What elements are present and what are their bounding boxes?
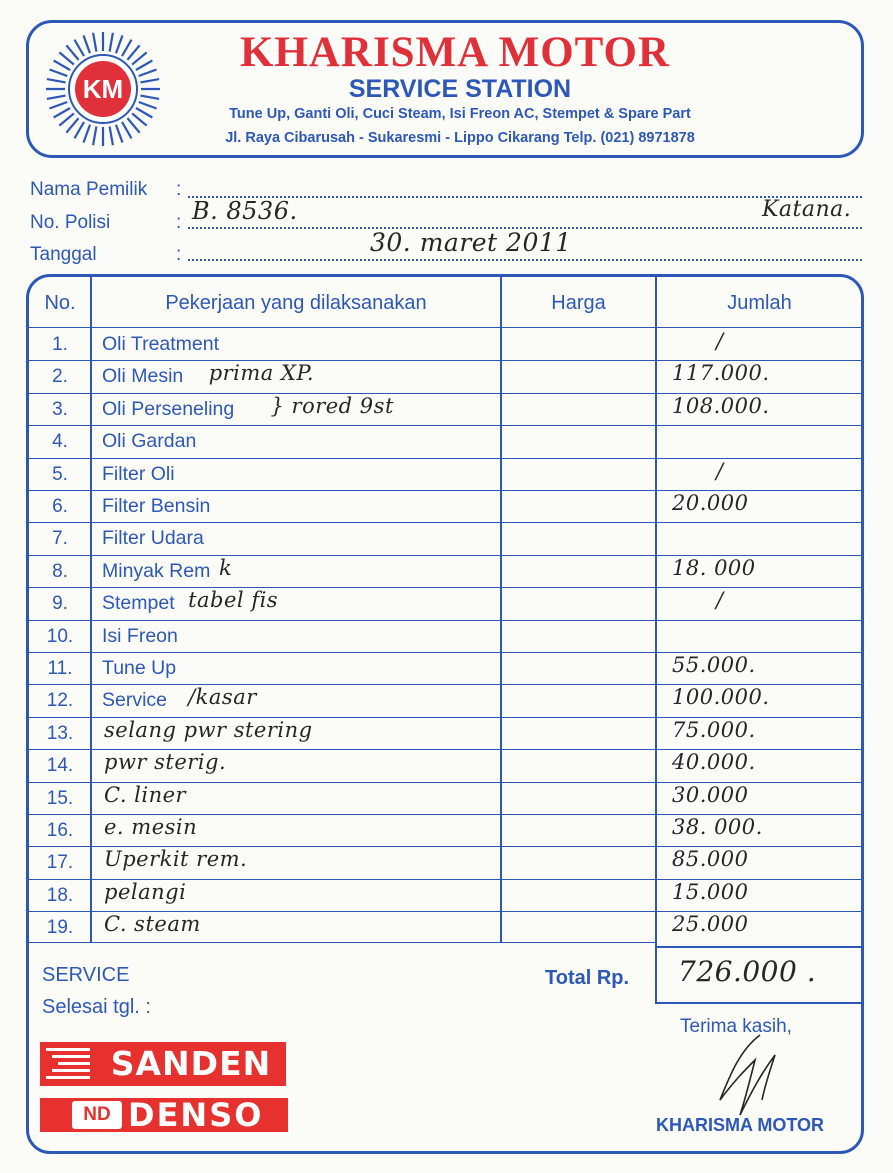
logo-ray — [132, 52, 147, 64]
row-amount: 38. 000. — [672, 815, 763, 839]
row-task: Filter Oli — [102, 462, 175, 485]
row-number: 17. — [46, 852, 74, 874]
row-amount: 85.000 — [672, 847, 749, 872]
row-task: Isi Freon — [102, 624, 178, 647]
date-value: 30. maret 2011 — [370, 228, 572, 257]
logo-ray — [75, 40, 85, 56]
logo-ray — [127, 118, 139, 133]
address-line: Jl. Raya Cibarusah - Sukaresmi - Lippo Cikarang Telp. (021) 8971878 — [225, 130, 695, 146]
row-amount: / — [716, 588, 724, 613]
row-number: 6. — [52, 496, 68, 517]
sanden-wordmark: SANDEN — [110, 1044, 272, 1083]
logo-ray — [127, 45, 139, 60]
logo-ray — [47, 96, 66, 99]
thanks-label: Terima kasih, — [680, 1016, 792, 1037]
header-task: Pekerjaan yang dilaksanakan — [165, 292, 427, 314]
logo-ray — [139, 102, 157, 108]
row-amount: 55.000. — [672, 653, 756, 677]
logo-ray — [47, 79, 66, 82]
row-handwritten-note: /kasar — [188, 685, 257, 710]
row-number: 15. — [46, 787, 74, 809]
row-handwritten-note: C. liner — [104, 782, 187, 807]
row-number: 2. — [52, 366, 68, 388]
logo-ray — [136, 61, 152, 71]
logo-ray — [66, 118, 78, 133]
col-divider-price — [655, 276, 657, 1004]
row-amount: / — [716, 329, 724, 353]
col-divider-no — [90, 276, 92, 942]
row-handwritten-note: } rored 9st — [270, 393, 394, 418]
logo-ray — [49, 70, 67, 76]
row-divider — [28, 425, 862, 426]
logo-ray — [140, 96, 159, 99]
total-label: Total Rp. — [545, 967, 630, 989]
row-task: Stempet — [102, 592, 175, 615]
owner-label: Nama Pemilik — [30, 179, 148, 200]
plate-colon: : — [176, 212, 182, 233]
row-amount: 18. 000 — [672, 555, 756, 580]
row-task: Oli Mesin — [102, 365, 184, 388]
row-number: 11. — [47, 658, 73, 679]
row-handwritten-note: C. steam — [104, 912, 201, 937]
logo-ray — [59, 113, 74, 125]
logo-ray — [139, 70, 157, 76]
logo-ray — [54, 61, 70, 71]
row-number: 14. — [46, 755, 74, 777]
row-number: 5. — [52, 463, 68, 485]
owner-colon: : — [176, 179, 182, 200]
logo-ray — [93, 126, 96, 145]
logo-ray — [84, 35, 90, 53]
row-number: 19. — [46, 917, 74, 939]
row-divider — [28, 620, 862, 621]
row-handwritten-note: pelangi — [104, 879, 187, 904]
company-name: KHARISMA MOTOR — [239, 29, 671, 76]
row-number: 10. — [46, 625, 74, 647]
logo-ray — [116, 125, 122, 143]
row-number: 7. — [52, 528, 68, 550]
total-value: 726.000 . — [678, 955, 817, 988]
logo-ray — [136, 108, 152, 118]
logo-ray — [110, 33, 113, 52]
row-task: Oli Treatment — [102, 333, 220, 355]
row-amount: 108.000. — [672, 393, 770, 418]
logo-ray — [54, 108, 70, 118]
company-logo — [44, 30, 162, 148]
logo-ray — [59, 52, 74, 64]
service-label: SERVICE — [42, 964, 130, 986]
logo-ray — [93, 33, 96, 52]
row-handwritten-note: k — [219, 555, 233, 580]
services-line: Tune Up, Ganti Oli, Cuci Steam, Isi Freon AC, Stempet & Spare Part — [229, 106, 691, 122]
row-task: Filter Udara — [102, 527, 204, 550]
row-handwritten-note: selang pwr stering — [104, 717, 313, 742]
row-amount: 15.000 — [672, 879, 749, 904]
logo-ray — [132, 113, 147, 125]
row-handwritten-note: e. mesin — [104, 815, 198, 839]
row-amount: 25.000 — [672, 912, 749, 937]
logo-ray — [75, 122, 85, 138]
date-colon: : — [176, 244, 182, 265]
row-number: 4. — [52, 431, 68, 453]
row-number: 1. — [52, 334, 68, 355]
col-divider-task — [500, 276, 502, 942]
station-name: SERVICE STATION — [348, 75, 572, 103]
row-handwritten-note: prima XP. — [208, 361, 314, 386]
vehicle-value: Katana. — [762, 197, 852, 222]
row-handwritten-note: Uperkit rem. — [104, 847, 248, 872]
row-task: Filter Bensin — [102, 495, 211, 517]
logo-ray — [122, 122, 132, 138]
date-line — [188, 259, 862, 261]
denso-wordmark: DENSO — [128, 1096, 264, 1134]
row-handwritten-note: tabel fis — [188, 588, 279, 613]
row-number: 13. — [46, 722, 74, 744]
row-number: 12. — [46, 690, 74, 712]
logo-ray — [66, 45, 78, 60]
row-amount: 20.000 — [672, 491, 749, 515]
header-no: No. — [44, 292, 76, 314]
row-amount: 30.000 — [672, 782, 749, 807]
finished-date-label: Selesai tgl. : — [42, 996, 151, 1018]
date-label: Tanggal — [30, 244, 97, 265]
signatory-label: KHARISMA MOTOR — [656, 1115, 824, 1135]
row-task: Service — [102, 689, 168, 712]
row-amount: 100.000. — [672, 685, 770, 710]
table-bottom-line — [28, 942, 656, 943]
header-price: Harga — [551, 292, 606, 314]
row-amount: / — [716, 458, 724, 483]
row-task: Oli Gardan — [102, 430, 197, 453]
row-amount: 75.000. — [672, 717, 756, 742]
logo-ray — [116, 35, 122, 53]
row-number: 3. — [52, 398, 68, 420]
logo-ray — [49, 102, 67, 108]
row-amount: 40.000. — [672, 750, 756, 775]
row-divider — [28, 522, 862, 523]
logo-ray — [140, 79, 159, 82]
row-number: 16. — [46, 820, 74, 841]
header-amount: Jumlah — [727, 292, 792, 314]
row-number: 9. — [52, 593, 68, 615]
row-task: Oli Perseneling — [102, 397, 235, 420]
row-number: 18. — [46, 884, 74, 906]
row-number: 8. — [52, 560, 68, 582]
nd-badge: ND — [72, 1101, 122, 1129]
row-amount: 117.000. — [672, 361, 770, 386]
logo-text: KM — [82, 74, 124, 104]
header-divider — [28, 327, 862, 328]
row-handwritten-note: pwr sterig. — [104, 750, 227, 775]
plate-label: No. Polisi — [30, 212, 111, 233]
logo-ray — [110, 126, 113, 145]
row-task: Tune Up — [102, 657, 177, 679]
logo-ray — [122, 40, 132, 56]
plate-value: B. 8536. — [192, 197, 298, 225]
signature — [700, 1030, 800, 1120]
row-task: Minyak Rem — [102, 559, 211, 582]
logo-ray — [84, 125, 90, 143]
